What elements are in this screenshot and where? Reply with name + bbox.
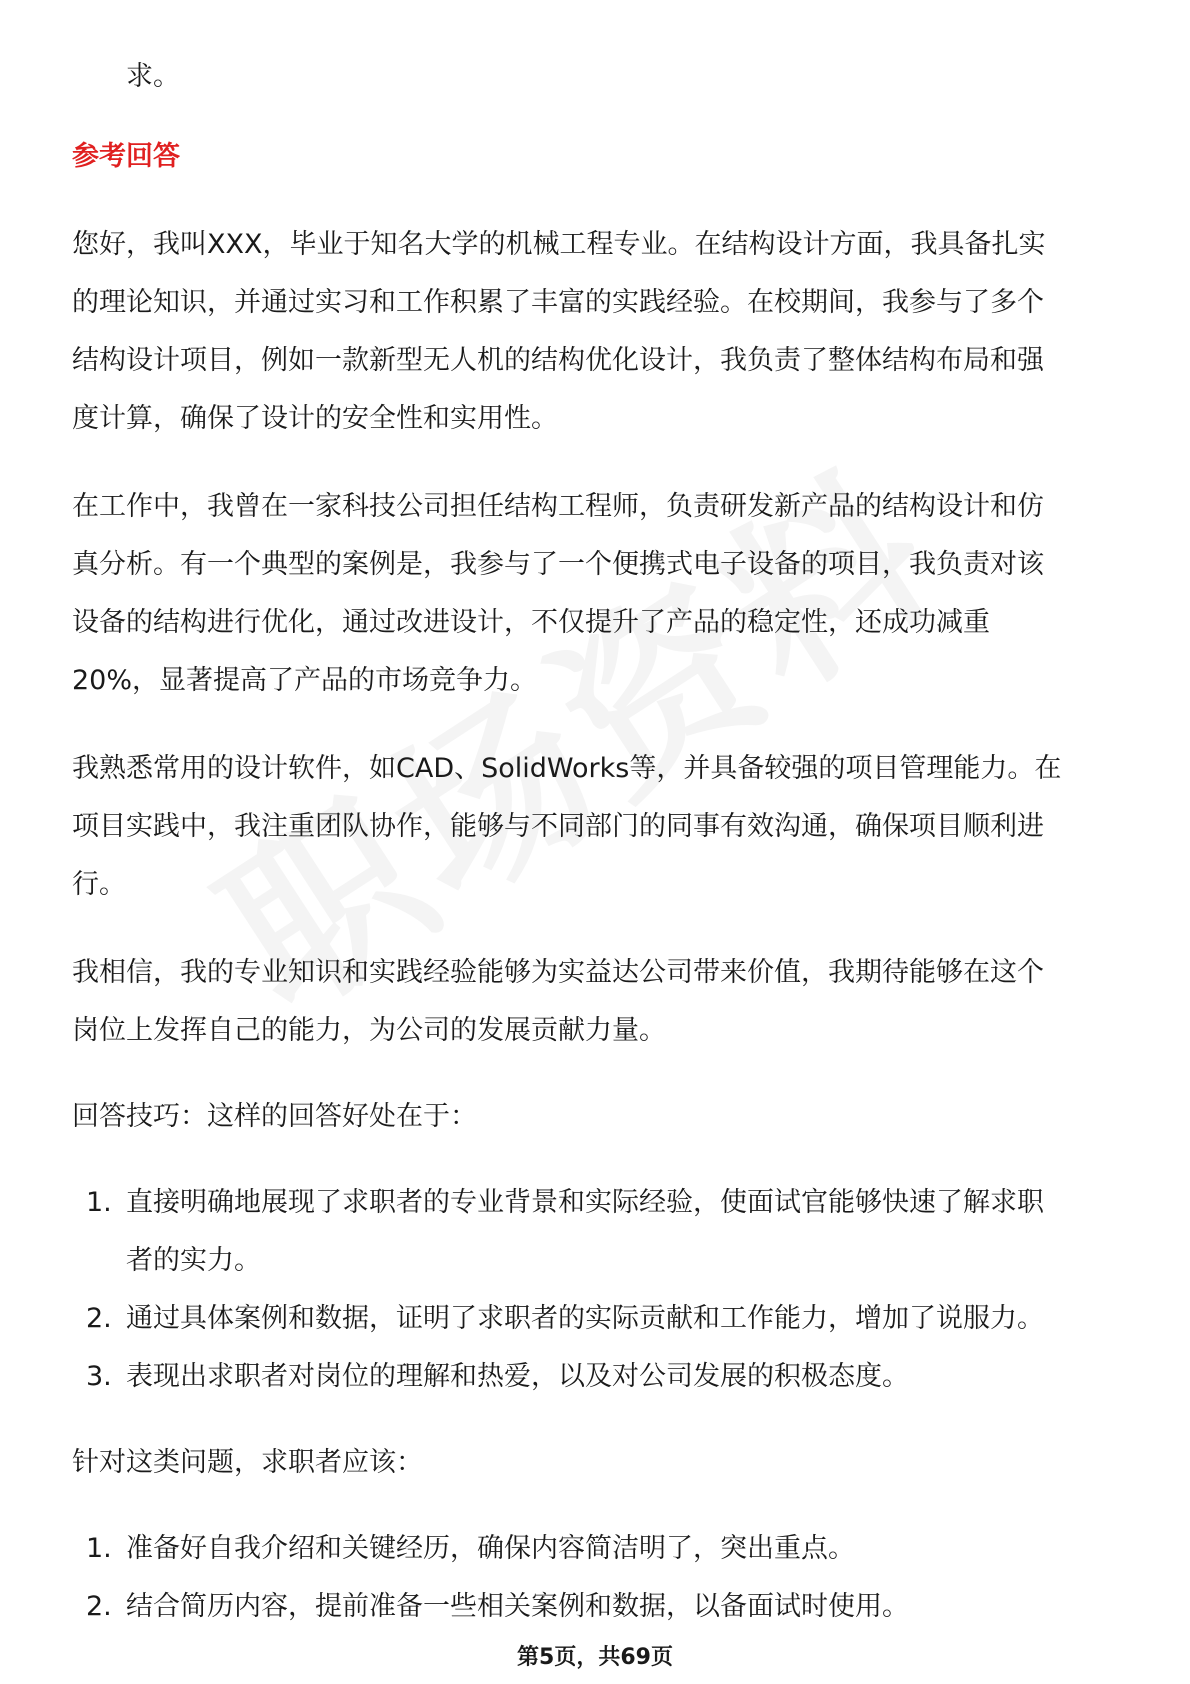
paragraph-line: 我熟悉常用的设计软件，如CAD、SolidWorks等，并具备较强的项目管理能力。在 — [72, 753, 1062, 784]
list-item-continuation — [72, 1232, 1122, 1290]
paragraph-line: 您好，我叫XXX，毕业于知名大学的机械工程专业。在结构设计方面，我具备扎实 — [72, 229, 1046, 260]
section-heading: 参考回答 — [72, 141, 180, 172]
list-number: 1. — [86, 1533, 112, 1564]
advice-intro: 针对这类问题，求职者应该： — [72, 1447, 423, 1478]
list-item — [72, 1348, 1122, 1406]
tips-intro: 回答技巧：这样的回答好处在于： — [72, 1101, 477, 1132]
list-item-text: 结合简历内容，提前准备一些相关案例和数据，以备面试时使用。 — [126, 1591, 909, 1622]
paragraph-line: 行。 — [72, 869, 126, 900]
list-item — [72, 1174, 1122, 1232]
document-body — [72, 48, 1122, 1636]
paragraph-2 — [72, 478, 1122, 710]
tips-list — [72, 1174, 1122, 1406]
list-item-text: 准备好自我介绍和关键经历，确保内容简洁明了，突出重点。 — [126, 1533, 855, 1564]
list-item-text: 直接明确地展现了求职者的专业背景和实际经验，使面试官能够快速了解求职 — [126, 1187, 1044, 1218]
paragraph-4 — [72, 944, 1122, 1060]
list-number: 3. — [86, 1361, 112, 1392]
paragraph-line: 在工作中，我曾在一家科技公司担任结构工程师，负责研发新产品的结构设计和仿 — [72, 491, 1044, 522]
paragraph-1 — [72, 216, 1122, 448]
paragraph-line: 结构设计项目，例如一款新型无人机的结构优化设计，我负责了整体结构布局和强 — [72, 345, 1044, 376]
paragraph-line: 我相信，我的专业知识和实践经验能够为实益达公司带来价值，我期待能够在这个 — [72, 957, 1044, 988]
paragraph-3 — [72, 740, 1122, 914]
list-number: 1. — [86, 1187, 112, 1218]
list-item-text: 通过具体案例和数据，证明了求职者的实际贡献和工作能力，增加了说服力。 — [126, 1303, 1044, 1334]
list-number: 2. — [86, 1303, 112, 1334]
list-item — [72, 1520, 1122, 1578]
paragraph-line: 度计算，确保了设计的安全性和实用性。 — [72, 403, 558, 434]
paragraph-line: 设备的结构进行优化，通过改进设计，不仅提升了产品的稳定性，还成功减重 — [72, 607, 990, 638]
list-item — [72, 1290, 1122, 1348]
list-item-text: 者的实力。 — [126, 1245, 261, 1276]
top-line: 求。 — [126, 61, 180, 92]
list-item — [72, 1578, 1122, 1636]
paragraph-line: 岗位上发挥自己的能力，为公司的发展贡献力量。 — [72, 1015, 666, 1046]
paragraph-line: 20%，显著提高了产品的市场竞争力。 — [72, 665, 538, 696]
advice-list — [72, 1520, 1122, 1636]
paragraph-line: 项目实践中，我注重团队协作，能够与不同部门的同事有效沟通，确保项目顺利进 — [72, 811, 1044, 842]
list-item-text: 表现出求职者对岗位的理解和热爱，以及对公司发展的积极态度。 — [126, 1361, 909, 1392]
paragraph-line: 的理论知识，并通过实习和工作积累了丰富的实践经验。在校期间，我参与了多个 — [72, 287, 1044, 318]
page-footer: 第5页，共69页 — [517, 1645, 673, 1670]
list-number: 2. — [86, 1591, 112, 1622]
paragraph-line: 真分析。有一个典型的案例是，我参与了一个便携式电子设备的项目，我负责对该 — [72, 549, 1044, 580]
